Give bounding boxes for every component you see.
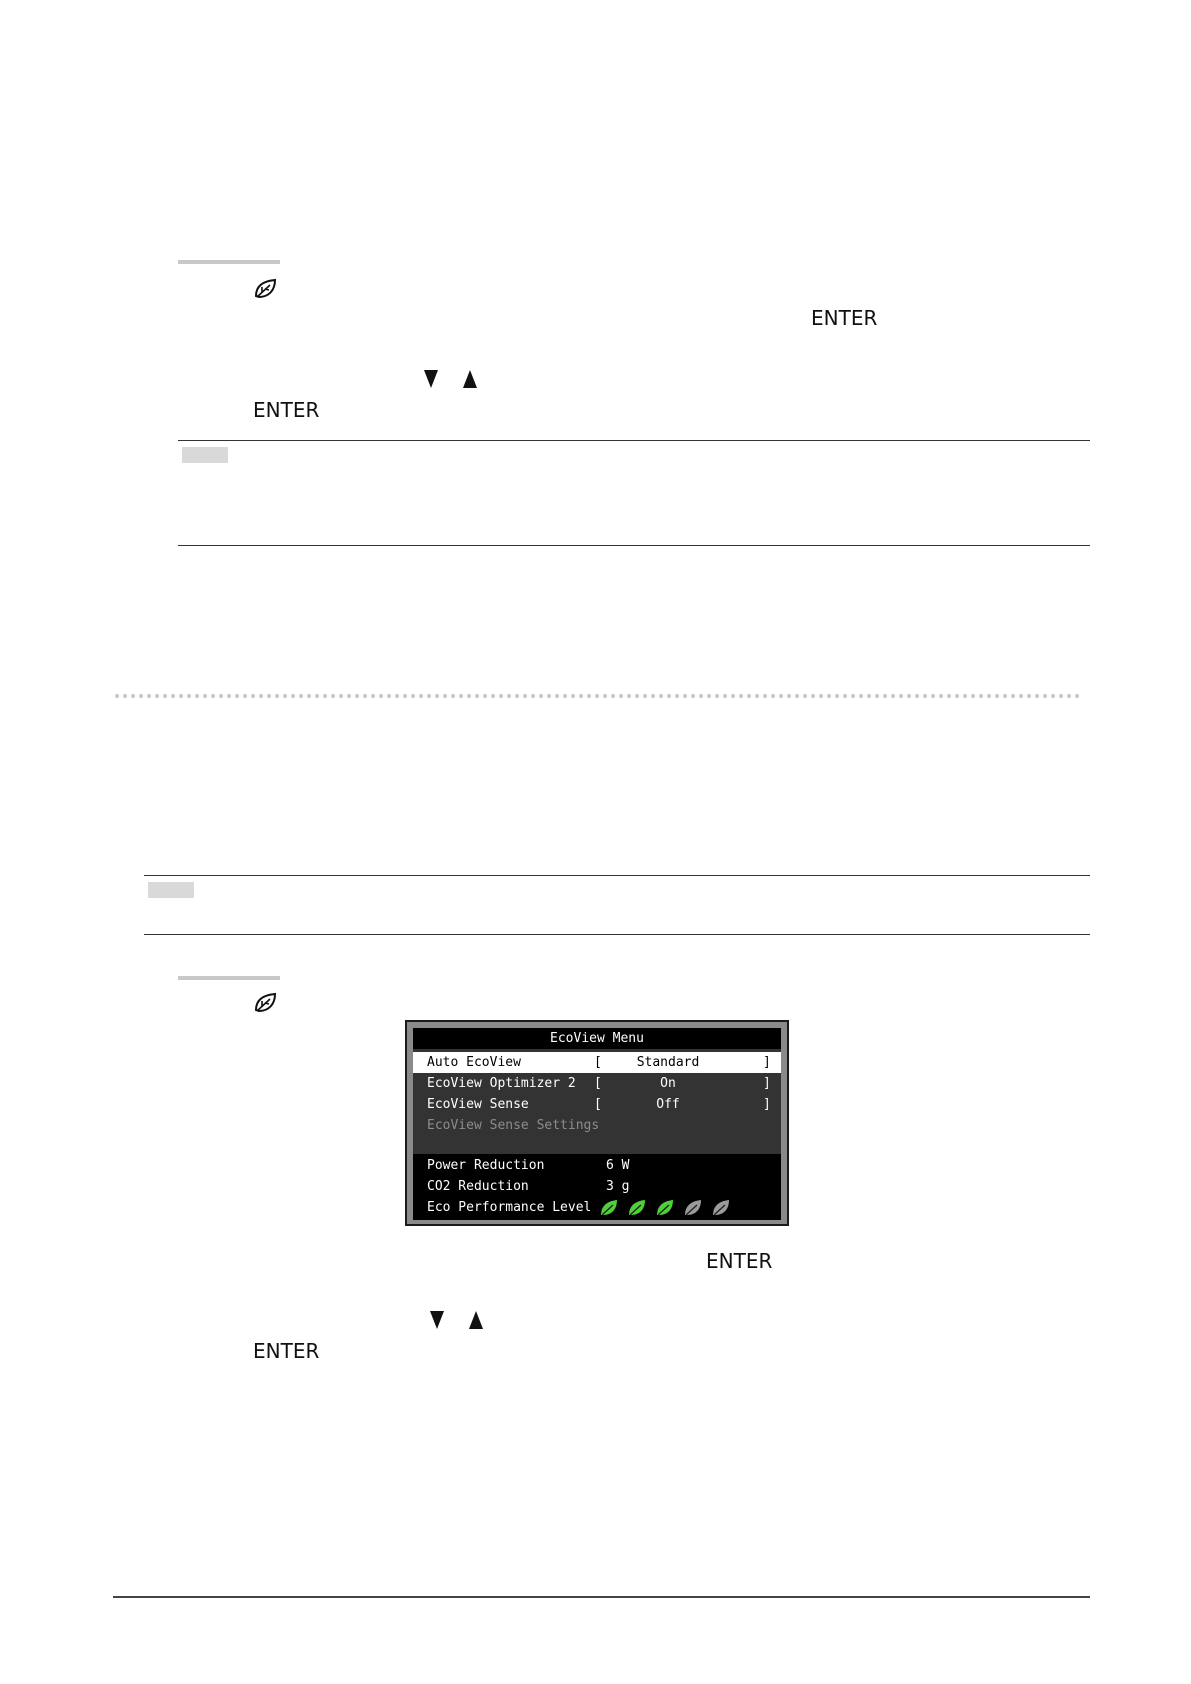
note-top-rule xyxy=(144,875,1090,876)
eco-leaf-inactive-icon xyxy=(711,1199,731,1217)
menu-item-value: Off xyxy=(656,1097,680,1112)
bracket-open: [ xyxy=(594,1055,602,1070)
enter-label: ENTER xyxy=(706,1249,773,1273)
note-tag xyxy=(148,882,194,898)
up-arrow-icon xyxy=(463,370,477,388)
menu-item-ecoview-sense-settings xyxy=(413,1115,781,1136)
footer-rule xyxy=(113,1596,1090,1598)
section-separator xyxy=(113,694,1081,698)
leaf-icon xyxy=(253,278,279,300)
eco-leaf-active-icon xyxy=(627,1199,647,1217)
note-bottom-rule xyxy=(178,545,1090,546)
menu-item-value: On xyxy=(660,1076,676,1091)
menu-item-auto-ecoview[interactable] xyxy=(413,1052,781,1073)
menu-item-label: EcoView Sense Settings xyxy=(427,1118,600,1133)
eco-leaf-active-icon xyxy=(599,1199,619,1217)
menu-title: EcoView Menu xyxy=(413,1028,781,1049)
eco-info-panel xyxy=(413,1154,781,1220)
bracket-close: ] xyxy=(763,1055,771,1070)
menu-item-ecoview-optimizer-2[interactable] xyxy=(413,1073,781,1094)
down-arrow-icon xyxy=(424,370,438,388)
note-tag xyxy=(182,447,228,463)
eco-performance-row xyxy=(413,1197,781,1218)
down-arrow-icon xyxy=(430,1311,444,1329)
menu-item-ecoview-sense[interactable] xyxy=(413,1094,781,1115)
procedure-divider-2 xyxy=(178,976,280,980)
ecoview-menu xyxy=(405,1020,789,1226)
menu-item-label: Auto EcoView xyxy=(427,1055,521,1070)
eco-level-leaves xyxy=(599,1197,731,1218)
note-top-rule xyxy=(178,440,1090,441)
info-value: 3 g xyxy=(606,1179,630,1194)
eco-leaf-inactive-icon xyxy=(683,1199,703,1217)
leaf-icon xyxy=(253,992,279,1014)
eco-leaf-active-icon xyxy=(655,1199,675,1217)
info-label: CO2 Reduction xyxy=(427,1179,529,1194)
enter-label: ENTER xyxy=(811,306,878,330)
bracket-close: ] xyxy=(763,1076,771,1091)
info-label: Power Reduction xyxy=(427,1158,545,1173)
co2-reduction-row xyxy=(413,1176,781,1197)
menu-item-label: EcoView Optimizer 2 xyxy=(427,1076,576,1091)
note-bottom-rule xyxy=(144,934,1090,935)
power-reduction-row xyxy=(413,1155,781,1176)
bracket-open: [ xyxy=(594,1097,602,1112)
up-arrow-icon xyxy=(469,1311,483,1329)
bracket-open: [ xyxy=(594,1076,602,1091)
menu-item-value: Standard xyxy=(636,1055,700,1070)
bracket-close: ] xyxy=(763,1097,771,1112)
procedure-divider-1 xyxy=(178,260,280,264)
menu-item-label: EcoView Sense xyxy=(427,1097,529,1112)
enter-label: ENTER xyxy=(253,398,320,422)
enter-label: ENTER xyxy=(253,1339,320,1363)
info-value: 6 W xyxy=(606,1158,630,1173)
info-label: Eco Performance Level xyxy=(427,1200,592,1215)
